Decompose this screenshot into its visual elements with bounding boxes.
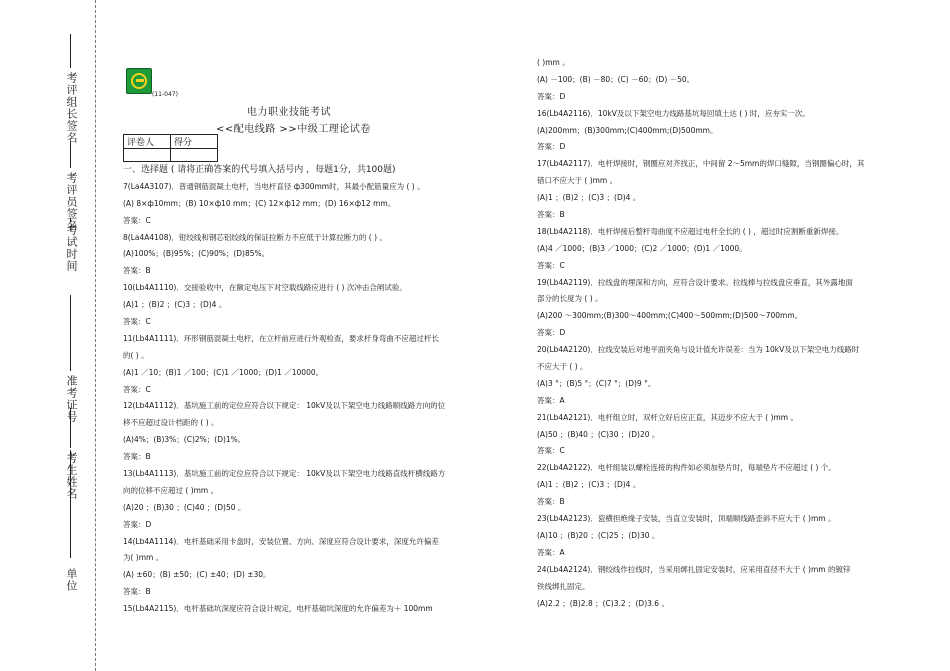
- side-field-line: [70, 295, 71, 371]
- answer-line: 答案：D: [537, 328, 566, 338]
- page-subtitle: <<配电线路 >>中级工理论试卷: [216, 124, 371, 135]
- question-line: ( )mm 。: [537, 58, 570, 67]
- answer-line: 答案：B: [123, 452, 151, 462]
- side-field-grader-sign: [63, 172, 79, 232]
- question-line: 错口不应大于 ( )mm 。: [537, 176, 618, 186]
- options-line: (A)1 ；(B)2 ；(C)3 ；(D)4 。: [537, 480, 641, 490]
- options-line: (A)10 ；(B)20 ；(C)25 ；(D)30 。: [537, 530, 660, 540]
- answer-line: 答案：D: [123, 519, 152, 529]
- options-line: (A)200mm；(B)300mm;(C)400mm;(D)500mm。: [537, 125, 718, 135]
- question-line: 向的位移不应超过 ( )mm 。: [123, 485, 219, 495]
- question-line: 22(Lb4A2122)．电杆组装以螺栓连接的构件如必须加垫片时，每端垫片不应超过 ( ) 个。: [537, 463, 836, 473]
- answer-line: 答案：D: [537, 142, 566, 152]
- options-line: (A) 8×ф10mm；(B) 10×ф10 mm；(C) 12×ф12 mm；(D) 16×ф12 mm。: [123, 198, 396, 208]
- options-line: (A)100%；(B)95%；(C)90%；(D)85%。: [123, 249, 270, 259]
- paper-code: (11-047): [152, 91, 178, 98]
- page-title: 电力职业技能考试: [247, 107, 331, 118]
- side-field-label: 考评组长签名: [65, 72, 78, 144]
- binding-dashed-line: [95, 0, 96, 671]
- options-line: (A)3 °；(B)5 °；(C)7 °；(D)9 °。: [537, 378, 656, 388]
- right-question-column: [537, 55, 917, 612]
- options-line: (A)1 ／10；(B)1 ／100；(C)1 ／1000；(D)1 ／10000。: [123, 367, 324, 377]
- options-line: (A)1 ；(B)2 ；(C)3 ；(D)4 。: [537, 193, 641, 203]
- question-line: 17(Lb4A2117)．电杆焊接时，钢圈应对齐找正，中间留 2～5mm的焊口缝隙，当钢圈偏心时，其: [537, 159, 865, 169]
- answer-line: 答案：B: [537, 497, 565, 507]
- answer-line: 答案：B: [537, 210, 565, 220]
- question-line: 23(Lb4A2123)．瓷横担绝缘子安装，当直立安装时，顶端顺线路歪斜不应大于 ( )mm 。: [537, 514, 836, 524]
- answer-line: 答案：C: [123, 384, 151, 394]
- question-line: 的( ) 。: [123, 350, 149, 360]
- side-field-label: 单位: [65, 568, 78, 592]
- options-line: (A)4 ／1000；(B)3 ／1000；(C)2 ／1000；(D)1 ／1000。: [537, 243, 747, 253]
- question-line: 15(Lb4A2115)．电杆基础坑深度应符合设计规定，电杆基础坑深度的允许偏差为＋ 100mm: [123, 604, 433, 614]
- score-table: [123, 134, 218, 162]
- question-line: 20(Lb4A2120)．拉线安装后对地平面夹角与设计值允许误差：当为 10kV及以下架空电力线路时: [537, 345, 860, 355]
- answer-line: 答案：C: [123, 317, 151, 327]
- options-line: (A)4%；(B)3%；(C)2%；(D)1%。: [123, 435, 246, 445]
- options-line: (A)20 ；(B)30 ；(C)40 ；(D)50 。: [123, 502, 246, 512]
- options-line: (A)50 ；(B)40 ；(C)30 ；(D)20 。: [537, 429, 660, 439]
- side-field-ticket-no: [63, 375, 79, 423]
- side-field-label: 考试时间: [65, 224, 78, 272]
- question-line: 18(Lb4A2118)．电杆焊接后整杆弯曲度不应超过电杆全长的 ( ) ，超过时应割断重新焊接。: [537, 226, 844, 236]
- side-field-line: [70, 34, 71, 68]
- question-line: 24(Lb4A2124)．钢绞线作拉线时，当采用绑扎固定安装时，应采用直径不大于 ( )mm 的镀锌: [537, 564, 851, 574]
- section-heading: 一、选择题 ( 请将正确答案的代号填入括号内 ，每题1分，共100题): [123, 165, 396, 175]
- answer-line: 答案：A: [537, 395, 565, 405]
- question-line: 11(Lb4A1111)．环形钢筋混凝土电杆，在立杆前应进行外观检查，要求杆身弯曲不应超过杆长: [123, 333, 439, 343]
- question-line: 部分的长度为 ( ) 。: [537, 294, 603, 304]
- question-line: 19(Lb4A2119)．拉线盘的埋深和方向，应符合设计要求。拉线棒与拉线盘应垂直，其外露地面: [537, 277, 853, 287]
- question-line: 为( )mm 。: [123, 553, 164, 563]
- side-field-unit: [63, 568, 79, 592]
- options-line: (A)200 ～300mm;(B)300～400mm;(C)400～500mm;(D)500～700mm。: [537, 311, 803, 321]
- question-line: 10(Lb4A1110)．交接验收中，在额定电压下对空载线路应进行 ( ) 次冲击合闸试验。: [123, 283, 407, 293]
- answer-line: 答案：C: [537, 260, 565, 270]
- question-line: 16(Lb4A2116)．10kV及以下架空电力线路基坑每回填土达 ( ) 时，应夯实一次。: [537, 108, 810, 118]
- answer-line: 答案：C: [123, 215, 151, 225]
- question-line: 移不应超过设计档距的 ( ) 。: [123, 418, 219, 428]
- answer-line: 答案：D: [537, 91, 566, 101]
- grader-header: 评卷人: [124, 135, 171, 149]
- question-line: 13(Lb4A1113)．基坑施工前的定位应符合以下规定： 10kV及以下架空电力线路直线杆横线路方: [123, 469, 446, 479]
- answer-line: 答案：B: [123, 266, 151, 276]
- options-line: (A)1 ；(B)2 ；(C)3 ；(D)4 。: [123, 300, 227, 310]
- options-line: (A) ±60；(B) ±50；(C) ±40；(D) ±30。: [123, 570, 271, 580]
- question-line: 铁线绑扎固定。: [537, 581, 590, 591]
- answer-line: 答案：C: [537, 446, 565, 456]
- power-company-logo-icon: [126, 68, 152, 94]
- question-line: 12(Lb4A1112)．基坑施工前的定位应符合以下规定： 10kV及以下架空电力线路顺线路方向的位: [123, 401, 446, 411]
- options-line: (A)2.2 ；(B)2.8 ；(C)3.2 ；(D)3.6 。: [537, 598, 669, 608]
- question-line: 14(Lb4A1114)．电杆基础采用卡盘时，安装位置、方向、深度应符合设计要求，深度允许偏差: [123, 536, 439, 546]
- score-cell[interactable]: [171, 149, 218, 162]
- side-field-line: [70, 142, 71, 168]
- side-field-label: 准考证号: [65, 375, 78, 423]
- side-field-examinee-name: [63, 452, 79, 500]
- left-question-column: [123, 162, 478, 618]
- score-header: 得分: [171, 135, 218, 149]
- question-line: 21(Lb4A2121)．电杆组立时，双杆立好后应正直，其迈步不应大于 ( )mm 。: [537, 412, 798, 422]
- answer-line: 答案：B: [123, 587, 151, 597]
- side-field-group-leader-sign: [63, 72, 79, 144]
- options-line: (A) －100；(B) －80；(C) －60；(D) －50。: [537, 74, 695, 84]
- question-line: 不应大于 ( ) 。: [537, 362, 588, 372]
- question-line: 8(La4A4108)．钳绞线和钢芯铝绞线的保证拉断力不应低于计算拉断力的 ( ) 。: [123, 232, 387, 242]
- side-field-label: 考评员签名: [65, 172, 78, 232]
- answer-line: 答案：A: [537, 547, 565, 557]
- question-line: 7(La4A3107)．普通钢筋混凝土电杆，当电杆直径 ф300mm时，其最小配筋量应为 ( ) 。: [123, 181, 425, 191]
- side-field-label: 考生姓名: [65, 452, 78, 500]
- grader-cell[interactable]: [124, 149, 171, 162]
